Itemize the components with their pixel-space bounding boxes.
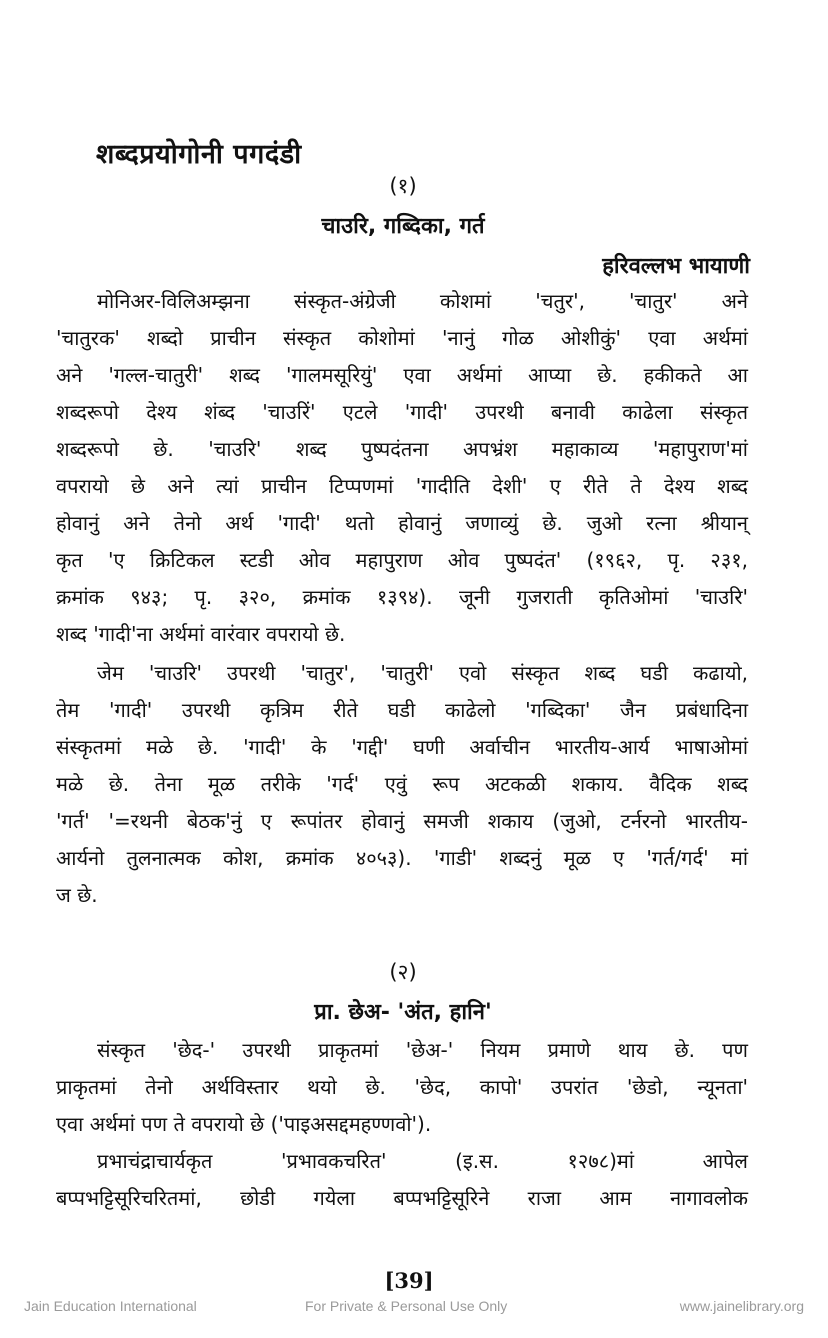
text-line: 'चातुरक' शब्दो प्राचीन संस्कृत कोशोमां 'नानुं गोळ ओशीकुं' एवा अर्थमां xyxy=(56,326,748,350)
text-line: शब्दरूपो देश्य शंब्द 'चाउरिं' एटले 'गादी' उपरथी बनावी काढेला संस्कृत xyxy=(56,400,748,424)
text-line: शब्द 'गादी'ना अर्थमां वारंवार वपरायो छे. xyxy=(56,622,346,646)
text-line: संस्कृत 'छेद-' उपरथी प्राकृतमां 'छेअ-' नियम प्रमाणे थाय छे. पण xyxy=(97,1038,748,1062)
section-1-paragraph-1 xyxy=(56,283,748,653)
footer-usage-notice: For Private & Personal Use Only xyxy=(305,1298,508,1314)
text-line: एवा अर्थमां पण ते वपरायो छे ('पाइअसद्दमहण्णवो'). xyxy=(56,1112,432,1136)
text-line: अने 'गल्ल-चातुरी' शब्द 'गालमसूरियुं' एवा अर्थमां आप्या छे. हकीकते आ xyxy=(56,363,748,387)
author-name: हरिवल्लभ भायाणी xyxy=(602,254,750,279)
text-line: प्रभाचंद्राचार्यकृत 'प्रभावकचरित' (इ.स. १२७८)मां आपेल xyxy=(97,1149,748,1173)
text-line: शब्दरूपो छे. 'चाउरि' शब्द पुष्पदंतना अपभ्रंश महाकाव्य 'महापुराण'मां xyxy=(56,437,748,461)
section-1-paragraph-2 xyxy=(56,655,748,914)
section-1-number: (१) xyxy=(389,174,417,198)
text-line: होवानुं अने तेनो अर्थ 'गादी' थतो होवानुं जणाव्युं छे. जुओ रत्ना श्रीयान् xyxy=(56,511,748,535)
text-line: संस्कृतमां मळे छे. 'गादी' के 'गद्दी' घणी अर्वाचीन भारतीय-आर्य भाषाओमां xyxy=(56,735,748,759)
section-1-heading: चाउरि, गब्दिका, गर्त xyxy=(321,214,485,239)
text-line: ज छे. xyxy=(56,883,98,907)
text-line: आर्यनो तुलनात्मक कोश, क्रमांक ४०५३). 'गाडी' शब्दनुं मूळ ए 'गर्त/गर्द' मां xyxy=(56,846,748,870)
section-2-paragraph-2 xyxy=(56,1143,748,1217)
footer-publisher: Jain Education International xyxy=(24,1298,197,1314)
text-line: मळे छे. तेना मूळ तरीके 'गर्द' एवुं रूप अटकळी शकाय. वैदिक शब्द xyxy=(56,772,748,796)
page-number: [39] xyxy=(384,1268,434,1293)
page-title: शब्दप्रयोगोनी पगदंडी xyxy=(96,139,302,170)
text-line: तेम 'गादी' उपरथी कृत्रिम रीते घडी काढेलो 'गब्दिका' जैन प्रबंधादिना xyxy=(56,698,748,722)
text-line: जेम 'चाउरि' उपरथी 'चातुर', 'चातुरी' एवो संस्कृत शब्द घडी कढायो, xyxy=(97,661,748,685)
section-2-paragraph-1 xyxy=(56,1032,748,1143)
section-2-heading: प्रा. छेअ- 'अंत, हानि' xyxy=(314,1000,492,1025)
text-line: मोनिअर-विलिअम्झना संस्कृत-अंग्रेजी कोशमां 'चतुर', 'चातुर' अने xyxy=(97,289,748,313)
text-line: बप्पभट्टिसूरिचरितमां, छोडी गयेला बप्पभट्टिसूरिने राजा आम नागावलोक xyxy=(56,1186,748,1210)
text-line: कृत 'ए क्रिटिकल स्टडी ओव महापुराण ओव पुष्पदंत' (१९६२, पृ. २३१, xyxy=(56,548,748,572)
text-line: क्रमांक ९४३; पृ. ३२०, क्रमांक १३९४). जूनी गुजराती कृतिओमां 'चाउरि' xyxy=(56,585,748,609)
footer-website-link[interactable]: www.jainelibrary.org xyxy=(679,1298,804,1314)
text-line: वपरायो छे अने त्यां प्राचीन टिप्पणमां 'गादीति देशी' ए रीते ते देश्य शब्द xyxy=(56,474,748,498)
text-line: 'गर्त' '=रथनी बेठक'नुं ए रूपांतर होवानुं समजी शकाय (जुओ, टर्नरनो भारतीय- xyxy=(56,809,748,833)
section-2-number: (२) xyxy=(389,960,417,984)
text-line: प्राकृतमां तेनो अर्थविस्तार थयो छे. 'छेद, कापो' उपरांत 'छेडो, न्यूनता' xyxy=(56,1075,748,1099)
